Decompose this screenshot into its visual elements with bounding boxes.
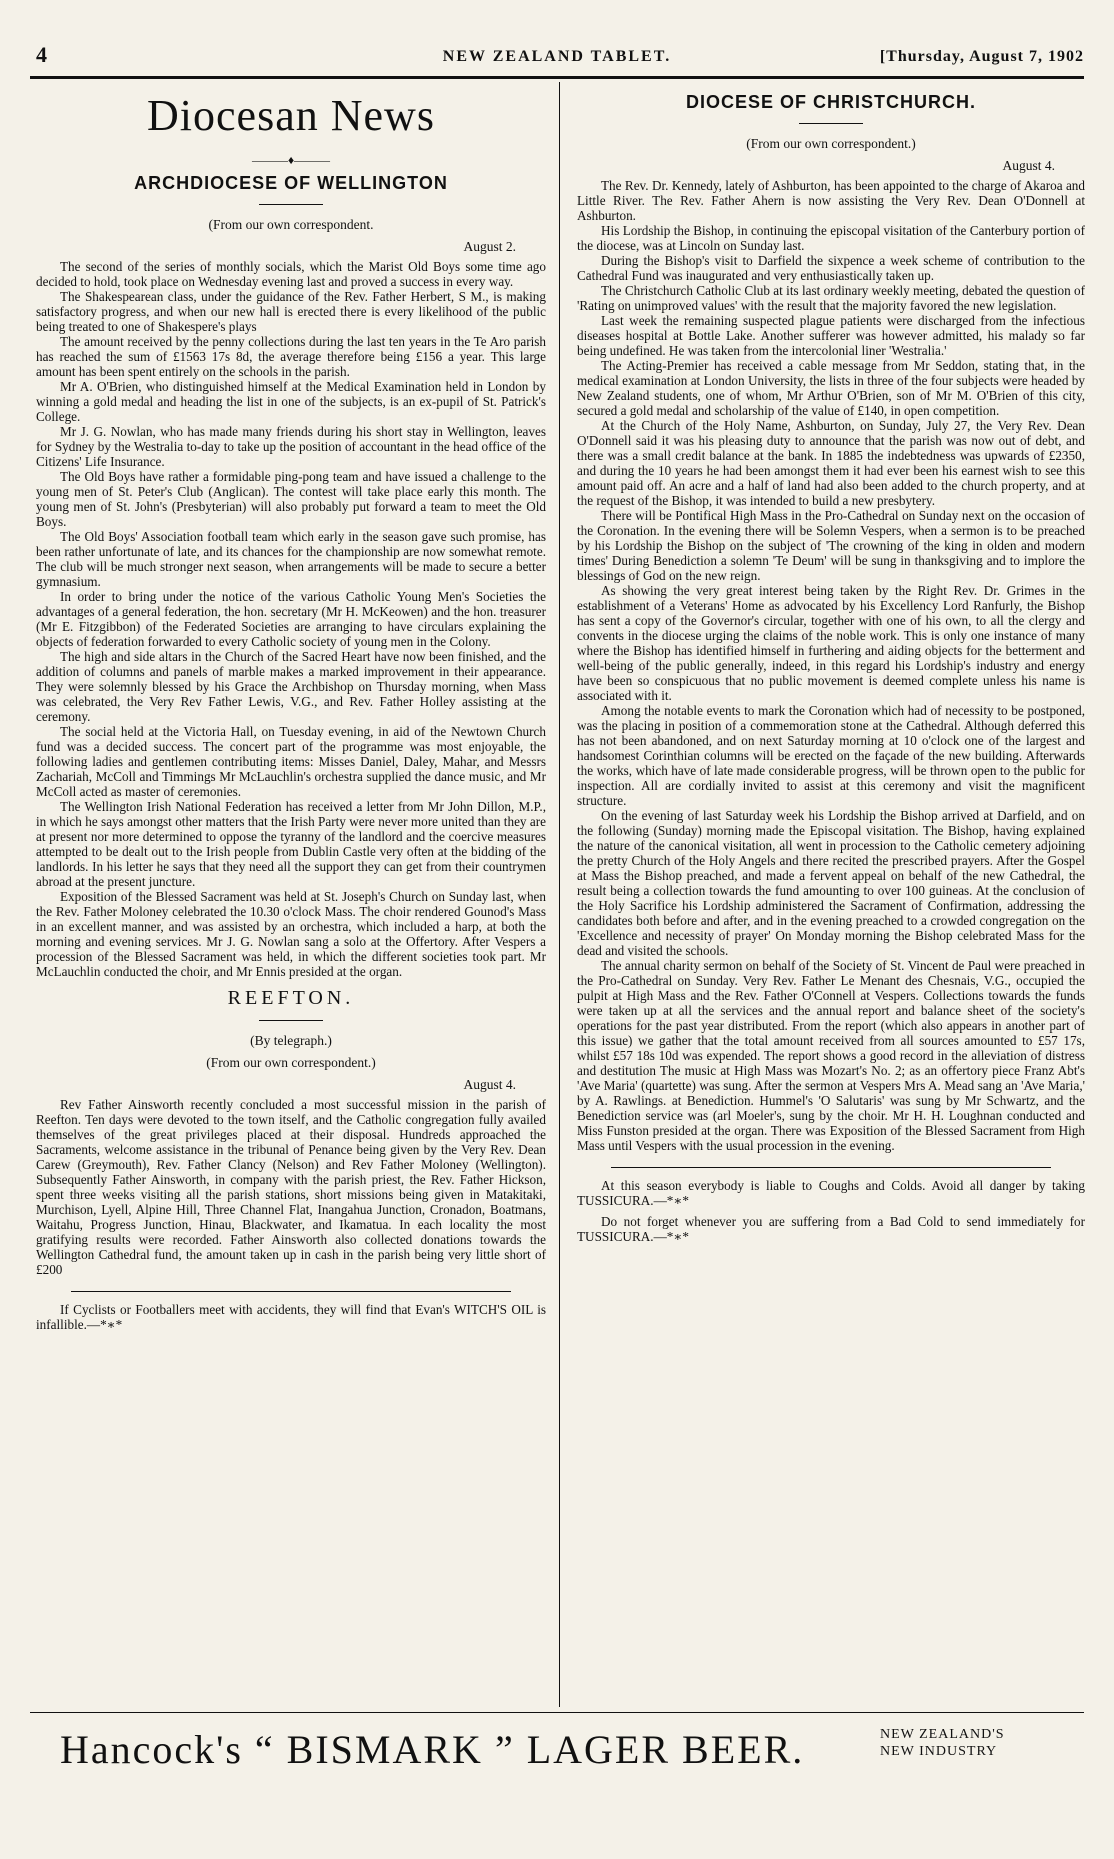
wellington-heading: ARCHDIOCESE OF WELLINGTON	[134, 173, 448, 193]
article-paragraph: The annual charity sermon on behalf of the Society of St. Vincent de Paul were preached in the Pro-Cathedral on Sunday. Very Rev. Father Le Menant des Chesnais, V.G., occupied the pulpit at High Mass and the Rev. Father O'Connell at Vespers. Collections towards the funds were taken up at all the services and the annual report and balance sheet of the society's operations for the past year distributed. From the report (which also appears in another part of this issue) we gather that the total amount received from all sources amounted to £57 17s, whilst £57 18s 10d was expended. The report shows a good record in the alleviation of distress and destitution The music at High Mass was Mozart's No. 2; as an offertory piece Franz Abt's 'Ave Maria' (quartette) was sung. After the sermon at Vespers Mrs A. Mead sang an 'Ave Maria,' by A. Rawlings. at Benediction. Hummel's 'O Salutaris' was sung by Mr Schwartz, and the Benediction service was (arl Moeler's, sung by the choir. Mr H. H. Loughnan conducted and Miss Funston presided at the organ. There was Exposition of the Blessed Sacrament from High Mass until Vespers with the usual procession in the evening.	[577, 958, 1085, 1153]
witch-oil-notice: If Cyclists or Footballers meet with accidents, they will find that Evan's WITCH'S OIL is infallible.—*∗*	[36, 1302, 546, 1332]
heading-rule	[799, 123, 863, 124]
article-paragraph: The Acting-Premier has received a cable message from Mr Seddon, stating that, in the medical examination at London University, the lists in three of the four subjects were headed by New Zealand students, one of whom, Mr Arthur O'Brien, son of Mr M. O'Brien of this city, secured a gold medal and scholarship of the value of £140, in open competition.	[577, 358, 1085, 418]
article-paragraph: In order to bring under the notice of the various Catholic Young Men's Societies the advantages of a general federation, the hon. secretary (Mr H. McKeowen) and the hon. treasurer (Mr E. Fitzgibbon) of the Federated Societies are arranging to have circulars explaining the objects of federation forwarded to every Catholic society of young men in the Colony.	[36, 589, 546, 649]
article-paragraph: Rev Father Ainsworth recently concluded a most successful mission in the parish of Reefton. Ten days were devoted to the town itself, and the Catholic congregation fully availed themselves of the great privileges placed at their disposal. Hundreds approached the Sacraments, welcome assistance in the tribunal of Penance being given by the Very Rev. Dean Carew (Greymouth), Rev. Father Clancy (Nelson) and Rev Father Moloney (Wellington). Subsequently Father Ainsworth, in company with the parish priest, the Rev. Father Hickson, spent three weeks visiting all the parish stations, short missions being given in Matakitaki, Murchison, Lyell, Alpine Hill, Three Channel Flat, Inangahua Junction, Cronadon, Boatmans, Waitahu, Progress Junction, Hinau, Blackwater, and Ikamatua. In each locality the most gratifying results were recorded. Father Ainsworth also collected donations towards the Wellington Cathedral fund, the amount taken up in cash in the parish being very little short of £200	[36, 1097, 546, 1277]
article-paragraph: The social held at the Victoria Hall, on Tuesday evening, in aid of the Newtown Church fund was a decided success. The concert part of the programme was most enjoyable, the following ladies and gentlemen contributing items: Misses Daniel, Daley, Mahar, and Messrs Zachariah, McColl and Timmings Mr McLauchlin's orchestra supplied the dance music, and Mr McColl acted as master of ceremonies.	[36, 724, 546, 799]
page-header	[30, 40, 1084, 74]
article-paragraph: Exposition of the Blessed Sacrament was held at St. Joseph's Church on Sunday last, when the Rev. Father Moloney celebrated the 10.30 o'clock Mass. The choir rendered Gounod's Mass in an excellent manner, and was assisted by an orchestra, which included a harp, at both the morning and evening services. Mr J. G. Nowlan sang a solo at the Offertory. After Vespers a procession of the Blessed Sacrament was held, in which the different societies took part. Mr McLauchlin conducted the choir, and Mr Ennis presided at the organ.	[36, 889, 546, 979]
article-paragraph: The Christchurch Catholic Club at its last ordinary weekly meeting, debated the question of 'Rating on unimproved values' with the result that the majority favored the new legislation.	[577, 283, 1085, 313]
article-paragraph: The Rev. Dr. Kennedy, lately of Ashburton, has been appointed to the charge of Akaroa and Little River. The Rev. Father Ahern is now assisting the Very Rev. Dean O'Donnell at Ashburton.	[577, 178, 1085, 223]
section-title: Diocesan News	[147, 91, 435, 140]
notice-rule	[611, 1167, 1051, 1168]
article-paragraph: Last week the remaining suspected plague patients were discharged from the infectious diseases hospital at Bottle Lake. Another sufferer was however admitted, his malady so far being undefined. He was taken from the intercolonial liner 'Westralia.'	[577, 313, 1085, 358]
wellington-dateline: August 2.	[463, 239, 516, 254]
article-paragraph: The high and side altars in the Church of the Sacred Heart have now been finished, and the addition of columns and panels of marble makes a marked improvement in their appearance. They were solemnly blessed by his Grace the Archbishop on Thursday morning, when Mass was celebrated, the Very Rev Father Lewis, V.G., and Rev. Father Holley assisting at the ceremony.	[36, 649, 546, 724]
article-paragraph: As showing the very great interest being taken by the Right Rev. Dr. Grimes in the establishment of a Veterans' Home as advocated by his Excellency Lord Ranfurly, the Bishop has sent a copy of the Governor's circular, together with one of his own, to all the clergy and convents in the diocese urging the claims of the noble work. This is only one instance of many where the Bishop has identified himself in furthering and aiding objects for the betterment and well-being of the public generally, indeed, in this regard his Lordship's industry and energy have been so conspicuous that no public movement is deemed complete unless his name is associated with it.	[577, 583, 1085, 703]
heading-rule	[259, 1020, 323, 1021]
reefton-byline: (From our own correspondent.)	[206, 1055, 376, 1070]
wellington-article	[36, 173, 546, 979]
article-paragraph: The Old Boys have rather a formidable ping-pong team and have issued a challenge to the young men of St. Peter's Club (Anglican). The contest will take place early this month. The young men of St. John's (Presbyterian) will also probably put forward a team to meet the Old Boys.	[36, 469, 546, 529]
reefton-dateline: August 4.	[463, 1077, 516, 1092]
christchurch-heading: DIOCESE OF CHRISTCHURCH.	[685, 92, 976, 112]
reefton-heading: REEFTON.	[227, 987, 355, 1009]
article-paragraph: On the evening of last Saturday week his Lordship the Bishop arrived at Darfield, and on the following (Sunday) morning made the Episcopal visitation. The Bishop, having explained the nature of the canonical visitation, all went in procession to the Catholic cemetery adjoining the pretty Church of the Holy Angels and there recited the prescribed prayers. After the Gospel at Mass the Bishop preached, and made a fervent appeal on behalf of the new Cathedral, the result being a collection towards the fund amounting to over 100 guineas. At the conclusion of the Holy Sacrifice his Lordship administered the Sacrament of Confirmation, addressing the candidates both before and after, and in the evening preached to a crowded congregation on the 'Excellence and necessity of prayer' On Monday morning the Bishop celebrated Mass for the dead and visited the schools.	[577, 808, 1085, 958]
column-separator	[559, 82, 560, 1707]
right-column	[577, 86, 1085, 1710]
heading-rule	[259, 204, 323, 205]
article-paragraph: The Wellington Irish National Federation has received a letter from Mr John Dillon, M.P., in which he says amongst other matters that the Irish Party were never more united than they are at present nor more determined to oppose the tyranny of the landlord and the coercive measures attempted to be dealt out to the Irish people from Dublin Castle very often at the bidding of the landlords. In his letter he says that they need all the support they can get from their countrymen abroad at the present juncture.	[36, 799, 546, 889]
header-rule	[30, 76, 1084, 79]
reefton-article	[36, 987, 546, 1277]
notice-rule	[71, 1291, 511, 1292]
reefton-byline-telegraph: (By telegraph.)	[250, 1033, 332, 1048]
article-paragraph: The second of the series of monthly socials, which the Marist Old Boys some time ago decided to hold, took place on Wednesday evening last and proved a success in every way.	[36, 259, 546, 289]
advert-tagline	[880, 1726, 1060, 1760]
tussicura-notice: Do not forget whenever you are suffering from a Bad Cold to send immediately for TUSSICURA.—*∗*	[577, 1214, 1085, 1244]
article-paragraph: His Lordship the Bishop, in continuing the episcopal visitation of the Canterbury portion of the diocese, was at Lincoln on Sunday last.	[577, 223, 1085, 253]
article-paragraph: The Old Boys' Association football team which early in the season gave such promise, has been rather unfortunate of late, and its chances for the championship are now somewhat remote. The club will be much stronger next season, when arrangements will be made to secure a better gymnasium.	[36, 529, 546, 589]
christchurch-article	[577, 92, 1085, 1153]
article-paragraph: During the Bishop's visit to Darfield the sixpence a week scheme of contribution to the Cathedral Fund was inaugurated and very enthusiastically taken up.	[577, 253, 1085, 283]
newspaper-title: NEW ZEALAND TABLET.	[442, 48, 672, 65]
christchurch-dateline: August 4.	[1002, 158, 1055, 173]
wellington-byline: (From our own correspondent.	[208, 217, 374, 232]
article-paragraph: Among the notable events to mark the Coronation which had of necessity to be postponed, was the placing in position of a commemoration stone at the Cathedral. Although deferred this has not been abandoned, and on next Saturday morning at 10 o'clock one of the largest and handsomest Corinthian columns will be erected on the façade of the new building. Afterwards the works, which have of late made considerable progress, will be thrown open to the public for inspection. All are cordially invited to assist at this ceremony and visit the magnificent structure.	[577, 703, 1085, 808]
advert-tagline-line: NEW ZEALAND'S	[880, 1727, 1005, 1742]
lager-beer-advert: Hancock's “ BISMARK ” LAGER BEER.	[60, 1727, 805, 1772]
tussicura-notice: At this season everybody is liable to Coughs and Colds. Avoid all danger by taking TUSSICURA.—*∗*	[577, 1178, 1085, 1208]
article-paragraph: The amount received by the penny collections during the last ten years in the Te Aro parish has reached the sum of £1563 17s 8d, the average therefore being £156 a year. This large amount has been spent entirely on the schools in the parish.	[36, 334, 546, 379]
article-paragraph: There will be Pontifical High Mass in the Pro-Cathedral on Sunday next on the occasion of the Coronation. In the evening there will be Solemn Vespers, when a sermon is to be preached by his Lordship the Bishop on the subject of 'The crowning of the king in olden and modern times' During Benediction a solemn 'Te Deum' will be sung in thanksgiving and to implore the blessings of God on the new reign.	[577, 508, 1085, 583]
left-column	[36, 86, 546, 1710]
article-paragraph: Mr J. G. Nowlan, who has made many friends during his short stay in Wellington, leaves for Sydney by the Westralia to-day to take up the position of accountant in the head office of the Citizens' Life Insurance.	[36, 424, 546, 469]
advert-tagline-line: NEW INDUSTRY	[880, 1744, 998, 1759]
article-paragraph: At the Church of the Holy Name, Ashburton, on Sunday, July 27, the Very Rev. Dean O'Donnell said it was his pleasing duty to announce that the parish was now out of debt, and there was a small credit balance at the bank. In 1885 the indebtedness was upwards of £2350, and during the 10 years he had been amongst them it had ever been his earnest wish to see this amount paid off. An acre and a half of land had also been added to the church property, and at the request of the Bishop, it was intended to build a new presbytery.	[577, 418, 1085, 508]
article-paragraph: The Shakespearean class, under the guidance of the Rev. Father Herbert, S M., is making satisfactory progress, and when our new hall is erected there is every likelihood of the public being treated to one of Shakespere's plays	[36, 289, 546, 334]
christchurch-byline: (From our own correspondent.)	[746, 136, 916, 151]
issue-date: [Thursday, August 7, 1902	[879, 48, 1084, 65]
article-paragraph: Mr A. O'Brien, who distinguished himself at the Medical Examination held in London by winning a gold medal and heading the list in one of the subjects, is an ex-pupil of St. Patrick's College.	[36, 379, 546, 424]
title-ornament: ———♦———	[251, 153, 331, 167]
page-number: 4	[36, 42, 48, 67]
advert-rule	[30, 1712, 1084, 1713]
